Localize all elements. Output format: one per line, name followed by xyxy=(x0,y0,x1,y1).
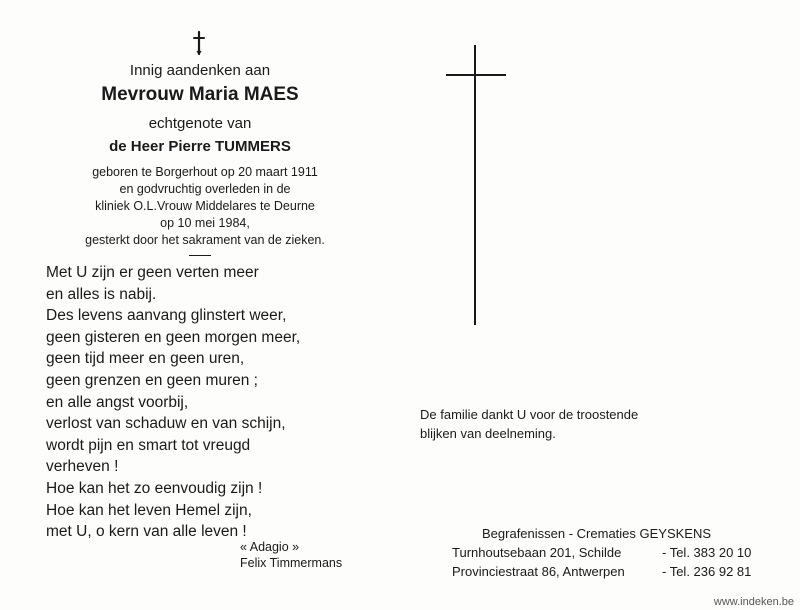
poem-line: geen tijd meer en geen uren, xyxy=(46,350,245,368)
deceased-name: Mevrouw Maria MAES xyxy=(101,84,299,105)
poem-line: Des levens aanvang glinstert weer, xyxy=(46,307,287,325)
poem-line: en alle angst voorbij, xyxy=(46,393,189,411)
poem-line: geen gisteren en geen morgen meer, xyxy=(46,328,301,346)
poem-source-title: « Adagio » xyxy=(240,540,300,554)
poem-line: verheven ! xyxy=(46,458,119,476)
intro-text: Innig aandenken aan xyxy=(129,62,271,79)
thanks-line: blijken van deelneming. xyxy=(420,426,556,441)
biography xyxy=(60,164,350,249)
bio-line: en godvruchtig overleden in de xyxy=(119,182,291,196)
poem-line: met U, o kern van alle leven ! xyxy=(46,523,247,541)
bio-line: kliniek O.L.Vrouw Middelares te Deurne xyxy=(95,199,315,213)
bio-line: geboren te Borgerhout op 20 maart 1911 xyxy=(92,165,318,179)
family-thanks xyxy=(420,405,638,443)
spouse-label: echtgenote van xyxy=(148,115,252,132)
poem xyxy=(46,262,300,543)
thanks-line: De familie dankt U voor de troostende xyxy=(420,407,639,422)
bio-line: op 10 mei 1984, xyxy=(160,216,250,230)
divider xyxy=(189,255,211,256)
poem-line: Hoe kan het zo eenvoudig zijn ! xyxy=(46,479,263,497)
large-cross-icon xyxy=(446,45,506,325)
spouse-name: de Heer Pierre TUMMERS xyxy=(109,138,291,155)
undertaker-name: Begrafenissen - Crematies GEYSKENS xyxy=(482,526,712,541)
watermark: www.indeken.be xyxy=(713,596,794,608)
poem-line: verlost van schaduw en van schijn, xyxy=(46,415,286,433)
poem-line: en alles is nabij. xyxy=(46,285,157,303)
poem-author: Felix Timmermans xyxy=(240,556,343,570)
address-row xyxy=(452,543,752,562)
poem-line: wordt pijn en smart tot vreugd xyxy=(46,436,251,454)
address: Turnhoutsebaan 201, Schilde xyxy=(452,545,622,560)
poem-line: geen grenzen en geen muren ; xyxy=(46,371,258,389)
poem-line: Met U zijn er geen verten meer xyxy=(46,264,259,281)
undertaker-info xyxy=(452,524,752,581)
phone: - Tel. 383 20 10 xyxy=(662,545,752,560)
cross-icon xyxy=(191,30,207,56)
address: Provinciestraat 86, Antwerpen xyxy=(452,564,625,579)
poem-line: Hoe kan het leven Hemel zijn, xyxy=(46,501,252,519)
phone: - Tel. 236 92 81 xyxy=(662,564,752,579)
address-row xyxy=(452,562,752,581)
bio-line: gesterkt door het sakrament van de zieken. xyxy=(85,233,325,247)
